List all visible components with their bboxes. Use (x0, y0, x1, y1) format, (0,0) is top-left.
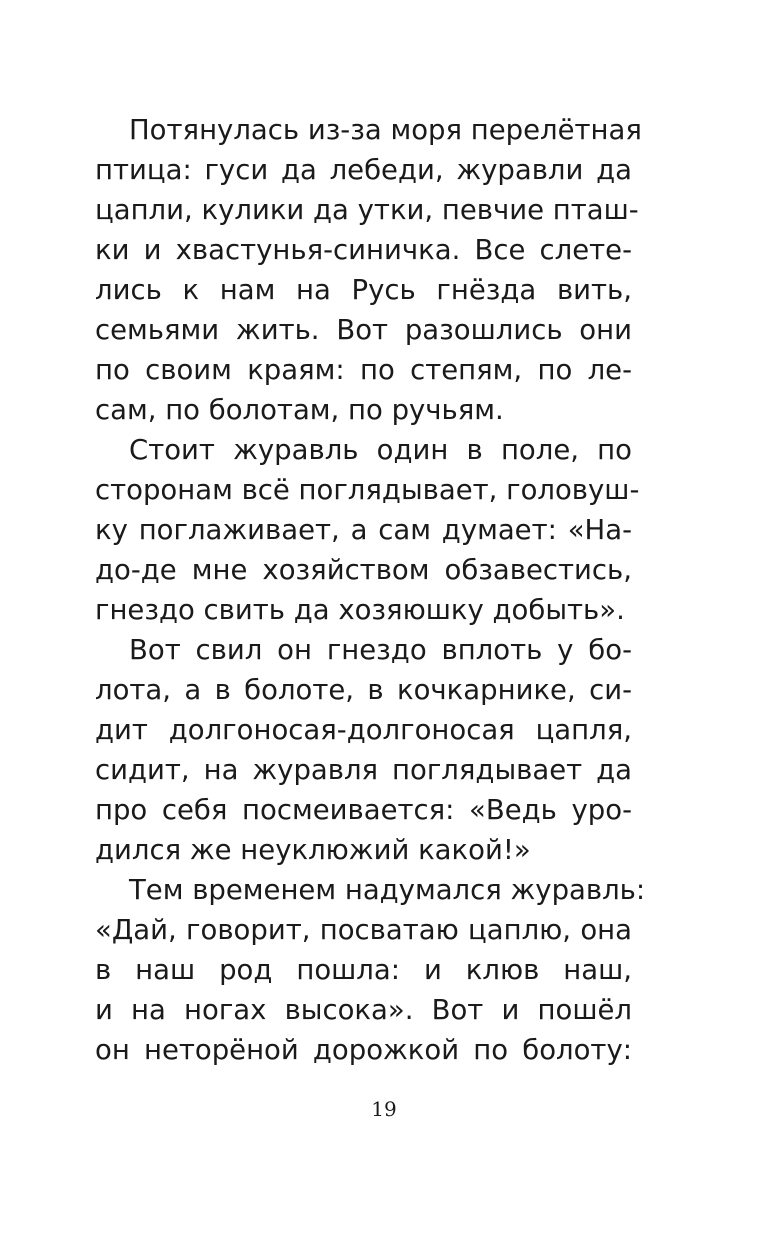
text-line: сторонам всё поглядывает, головуш- (95, 474, 640, 506)
text-line: ку поглаживает, а сам думает: «На- (95, 514, 632, 546)
text-line: в наш род пошла: и клюв наш, (95, 954, 632, 986)
text-line: дит долгоносая-долгоносая цапля, (95, 714, 632, 746)
text-line: гнездо свить да хозяюшку добыть». (95, 594, 625, 626)
text-line: до-де мне хозяйством обзавестись, (95, 554, 632, 586)
text-line: сам, по болотам, по ручьям. (95, 394, 504, 426)
text-line: птица: гуси да лебеди, журавли да (95, 154, 632, 186)
text-line: про себя посмеивается: «Ведь уро- (95, 794, 632, 826)
text-line: Потянулась из-за моря перелётная (129, 114, 642, 146)
text-line: семьями жить. Вот разошлись они (95, 314, 632, 346)
text-line: лись к нам на Русь гнёзда вить, (95, 274, 632, 306)
paragraph-4 (95, 870, 646, 1070)
paragraph-1 (95, 110, 642, 430)
text-line: он неторёной дорожкой по болоту: (95, 1034, 632, 1066)
text-line: лота, а в болоте, в кочкарнике, си- (95, 674, 632, 706)
text-line: по своим краям: по степям, по ле- (95, 354, 632, 386)
page-number: 19 (371, 1097, 397, 1121)
text-line: Вот свил он гнездо вплоть у бо- (129, 634, 632, 666)
text-line: Стоит журавль один в поле, по (129, 434, 632, 466)
text-line: цапли, кулики да утки, певчие пташ- (95, 194, 639, 226)
text-line: Тем временем надумался журавль: (129, 874, 646, 906)
paragraph-3 (95, 630, 632, 870)
text-line: дился же неуклюжий какой!» (95, 834, 531, 866)
text-line: «Дай, говорит, посватаю цаплю, она (95, 914, 632, 946)
paragraph-2 (95, 430, 640, 630)
body-text (95, 110, 646, 1070)
text-line: ки и хвастунья-синичка. Все слете- (95, 234, 632, 266)
text-line: и на ногах высока». Вот и пошёл (95, 994, 632, 1026)
text-line: сидит, на журавля поглядывает да (95, 754, 632, 786)
